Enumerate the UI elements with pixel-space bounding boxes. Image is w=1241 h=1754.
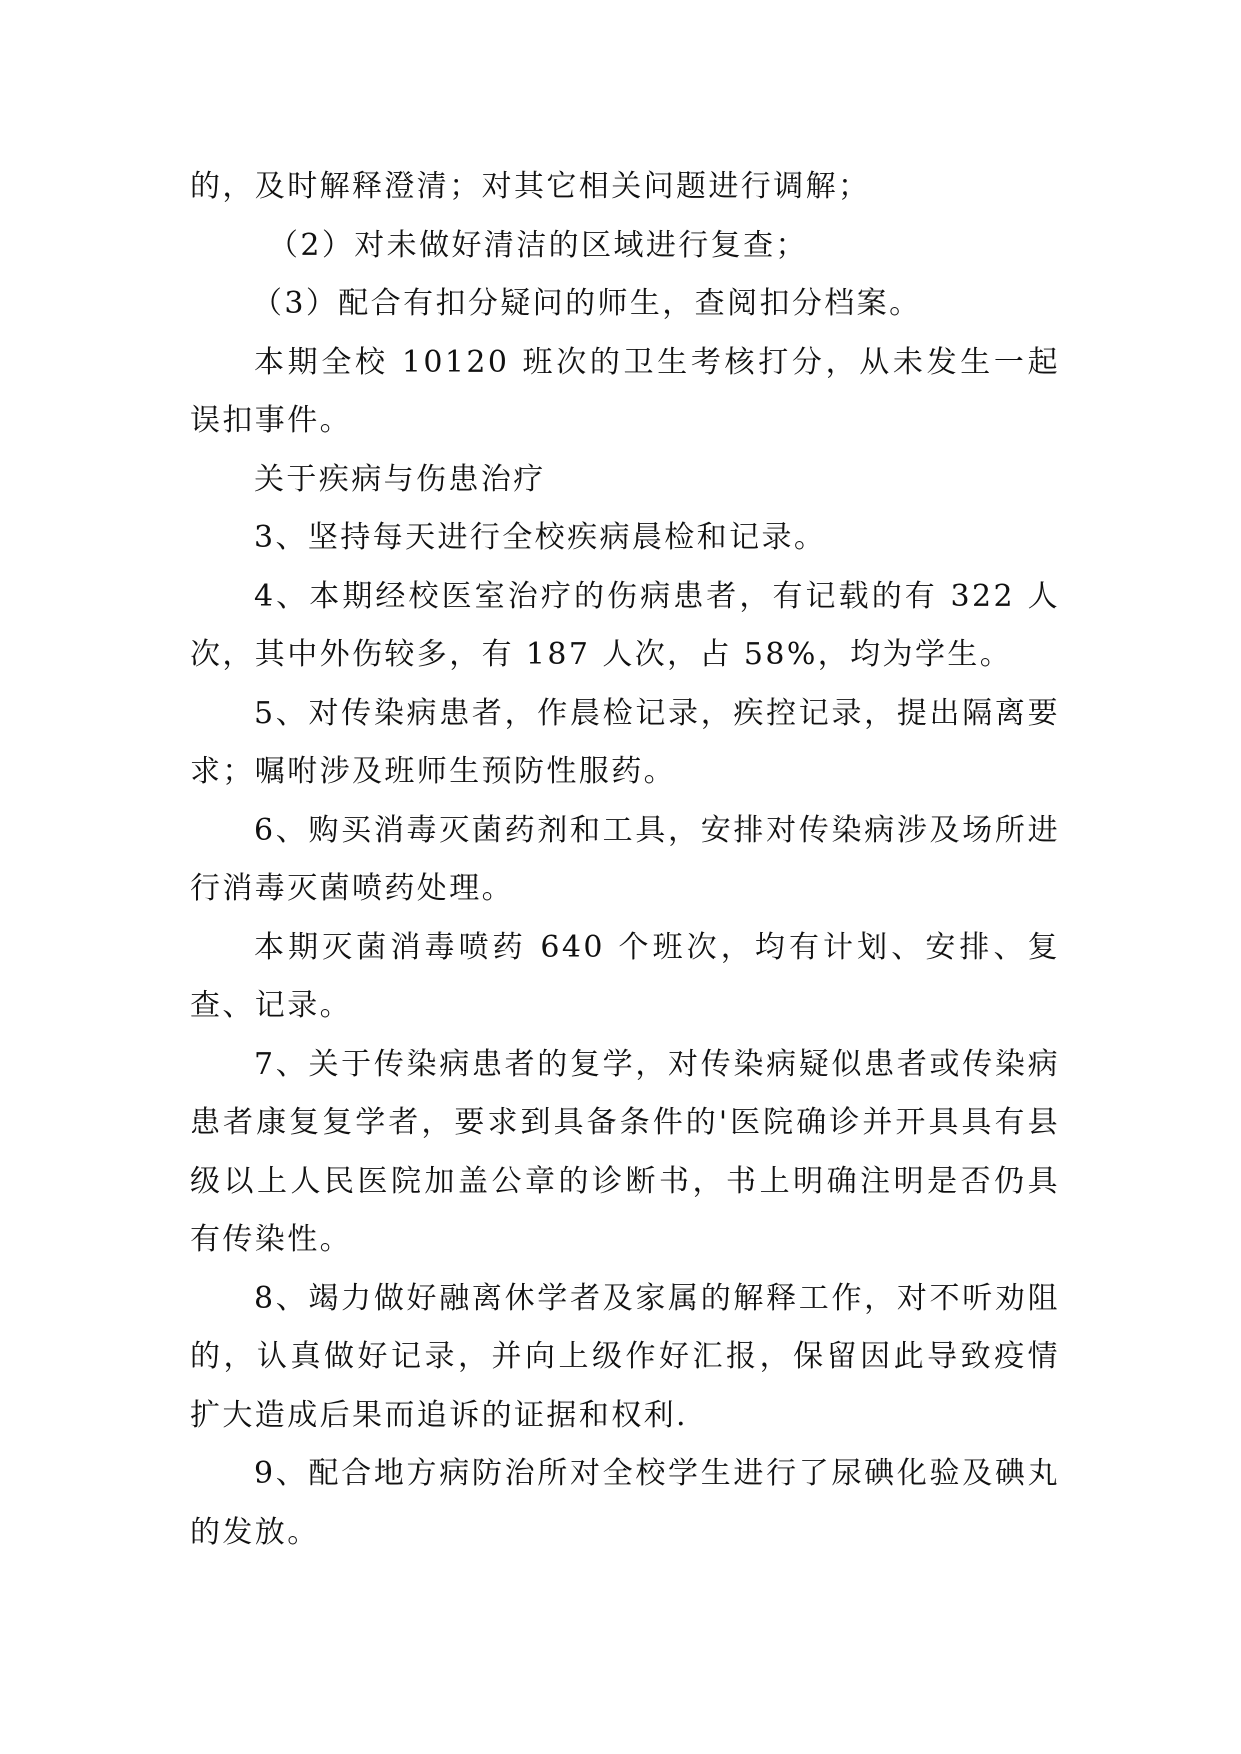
paragraph-point-8: 8、竭力做好融离休学者及家属的解释工作，对不听劝阻的，认真做好记录，并向上级作好汇报，保留因此导致疫情扩大造成后果而追诉的证据和权利. [190,1280,1060,1433]
paragraph-point-3: 3、坚持每天进行全校疾病晨检和记录。 [254,520,827,555]
paragraph-point-4: 4、本期经校医室治疗的伤病患者，有记载的有 322 人次，其中外伤较多，有 187 人次，占 58%，均为学生。 [190,578,1060,672]
paragraph-point-9: 9、配合地方病防治所对全校学生进行了尿碘化验及碘丸的发放。 [190,1456,1060,1550]
paragraph-point-6: 6、购买消毒灭菌药剂和工具，安排对传染病涉及场所进行消毒灭菌喷药处理。 [190,812,1060,906]
paragraph-item-3: （3）配合有扣分疑问的师生，查阅扣分档案。 [252,286,922,321]
paragraph-continuation: 的，及时解释澄清；对其它相关问题进行调解； [190,169,871,204]
paragraph-item-2: （2）对未做好清洁的区域进行复查； [268,227,808,263]
paragraph-point-7: 7、关于传染病患者的复学，对传染病疑似患者或传染病患者康复复学者，要求到具备条件的'医院确诊并开具具有县级以上人民医院加盖公章的诊断书，书上明确注明是否仍具有传染性。 [190,1046,1060,1257]
paragraph-hygiene-summary: 本期全校 10120 班次的卫生考核打分，从未发生一起误扣事件。 [190,344,1060,438]
paragraph-point-5: 5、对传染病患者，作晨检记录，疾控记录，提出隔离要求；嘱咐涉及班师生预防性服药。 [190,695,1060,789]
document-body [190,158,1060,1562]
paragraph-disinfection-summary: 本期灭菌消毒喷药 640 个班次，均有计划、安排、复查、记录。 [190,929,1060,1023]
section-heading: 关于疾病与伤患治疗 [254,461,546,497]
